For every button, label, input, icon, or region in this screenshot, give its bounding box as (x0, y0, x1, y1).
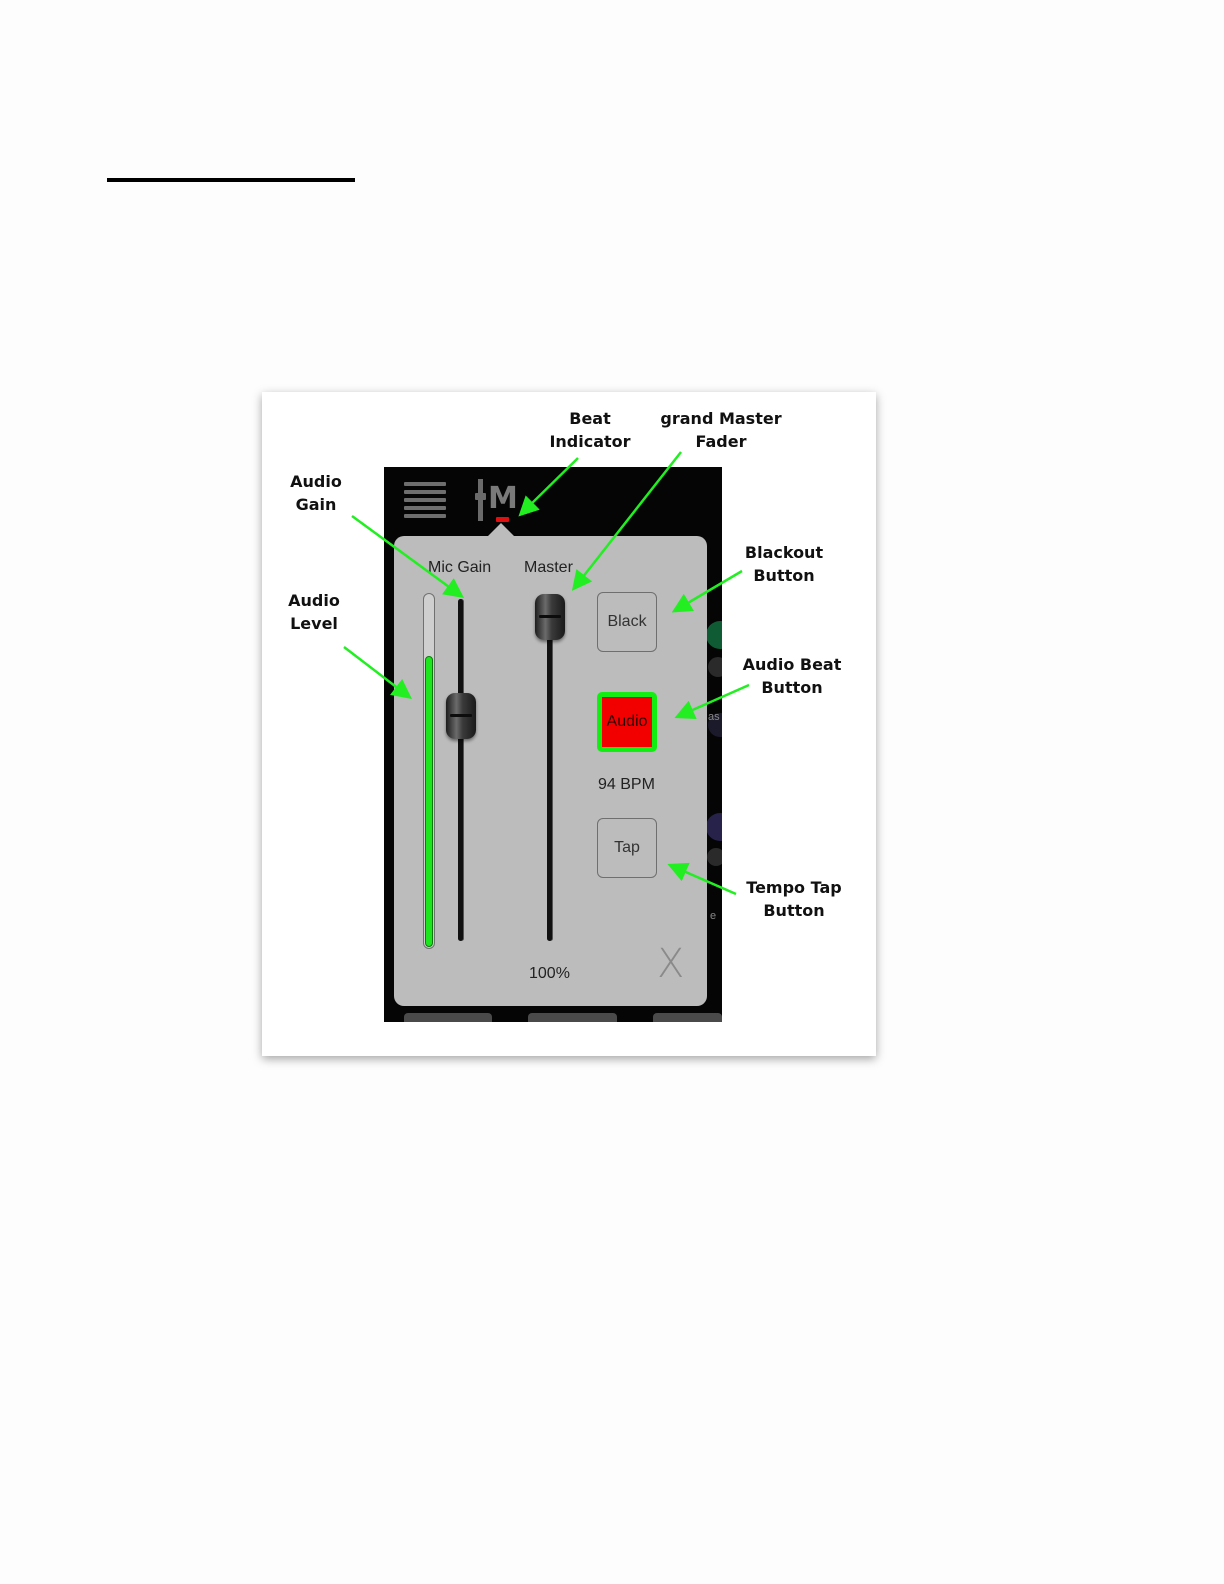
tempo-tap-button[interactable]: Tap (597, 818, 657, 878)
arrow-audio-level (344, 647, 408, 696)
callout-audio-beat-button: Audio Beat Button (742, 655, 842, 697)
section-rule (107, 178, 355, 182)
master-label: Master (524, 559, 573, 576)
callout-blackout-button: Blackout Button (744, 543, 824, 585)
callout-arrows (262, 392, 876, 1056)
arrow-beat-indicator (522, 458, 578, 513)
callout-tempo-tap-button: Tempo Tap Button (746, 878, 842, 920)
blackout-button[interactable]: Black (597, 592, 657, 652)
arrow-blackout (676, 571, 742, 610)
arrow-grand-master (575, 452, 681, 587)
callout-audio-level: Audio Level (288, 591, 340, 633)
arrow-audio-beat (679, 685, 749, 716)
logo-letter: M (488, 481, 518, 516)
callout-grand-master-fader: grand Master Fader (660, 409, 782, 451)
mic-gain-label: Mic Gain (428, 559, 492, 576)
close-button[interactable]: X (657, 941, 685, 987)
callout-beat-indicator: Beat Indicator (549, 409, 631, 451)
bpm-readout: 94 BPM (598, 776, 655, 793)
background-text: e (710, 910, 717, 922)
arrow-audio-gain (352, 516, 460, 595)
background-text: as (708, 711, 720, 723)
arrow-tempo-tap (672, 866, 736, 894)
master-value: 100% (529, 965, 570, 982)
callout-audio-gain: Audio Gain (290, 472, 342, 514)
audio-beat-button[interactable]: Audio (597, 692, 657, 752)
annotated-figure (262, 392, 876, 1056)
